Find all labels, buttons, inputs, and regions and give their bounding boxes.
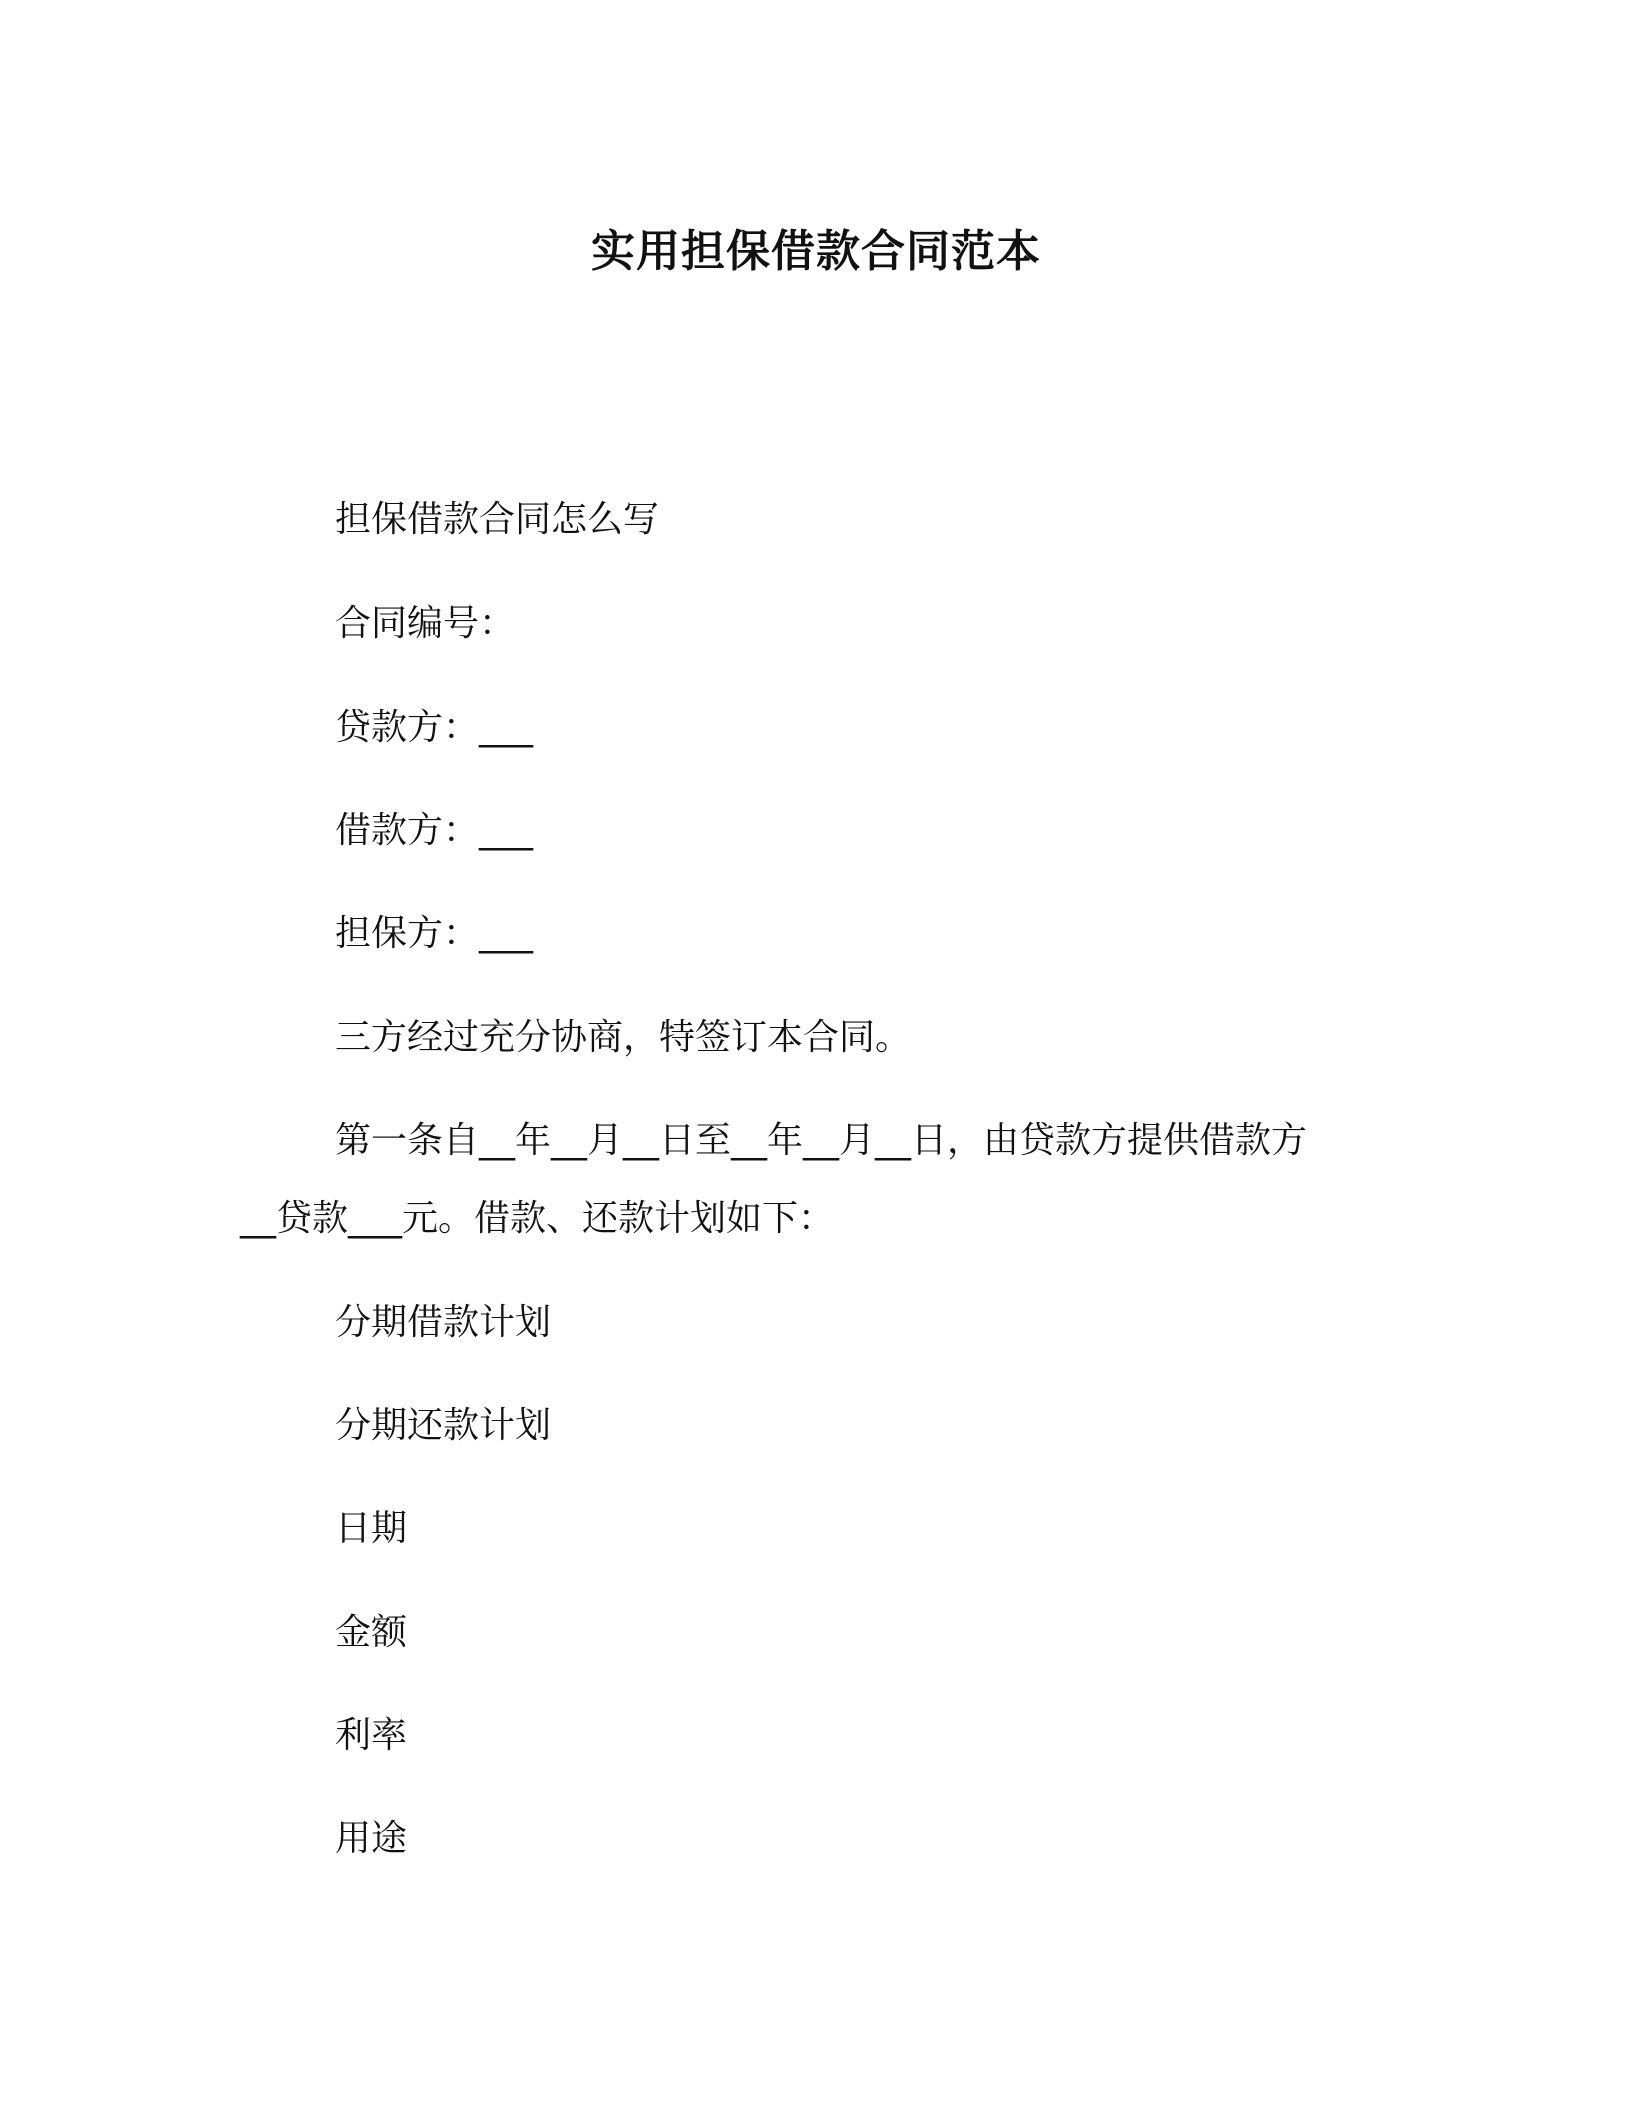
contract-number-line: 合同编号：: [335, 603, 516, 644]
guarantor-line: 担保方：___: [335, 913, 534, 954]
agreement-statement: 三方经过充分协商，特签订本合同。: [335, 1017, 912, 1058]
purpose-label: 用途: [335, 1818, 408, 1859]
date-label: 日期: [335, 1508, 408, 1549]
interest-rate-label: 利率: [335, 1715, 408, 1756]
lender-line: 贷款方：___: [335, 707, 534, 748]
document-title: 实用担保借款合同范本: [591, 226, 1041, 277]
borrower-line: 借款方：___: [335, 810, 534, 851]
installment-loan-plan: 分期借款计划: [335, 1302, 552, 1343]
article-one-line-1: 第一条自__年__月__日至__年__月__日，由贷款方提供借款方: [335, 1120, 1308, 1161]
amount-label: 金额: [335, 1612, 408, 1653]
section-heading: 担保借款合同怎么写: [335, 499, 660, 540]
article-one-line-2: __贷款___元。借款、还款计划如下：: [240, 1198, 835, 1239]
installment-repayment-plan: 分期还款计划: [335, 1405, 552, 1446]
